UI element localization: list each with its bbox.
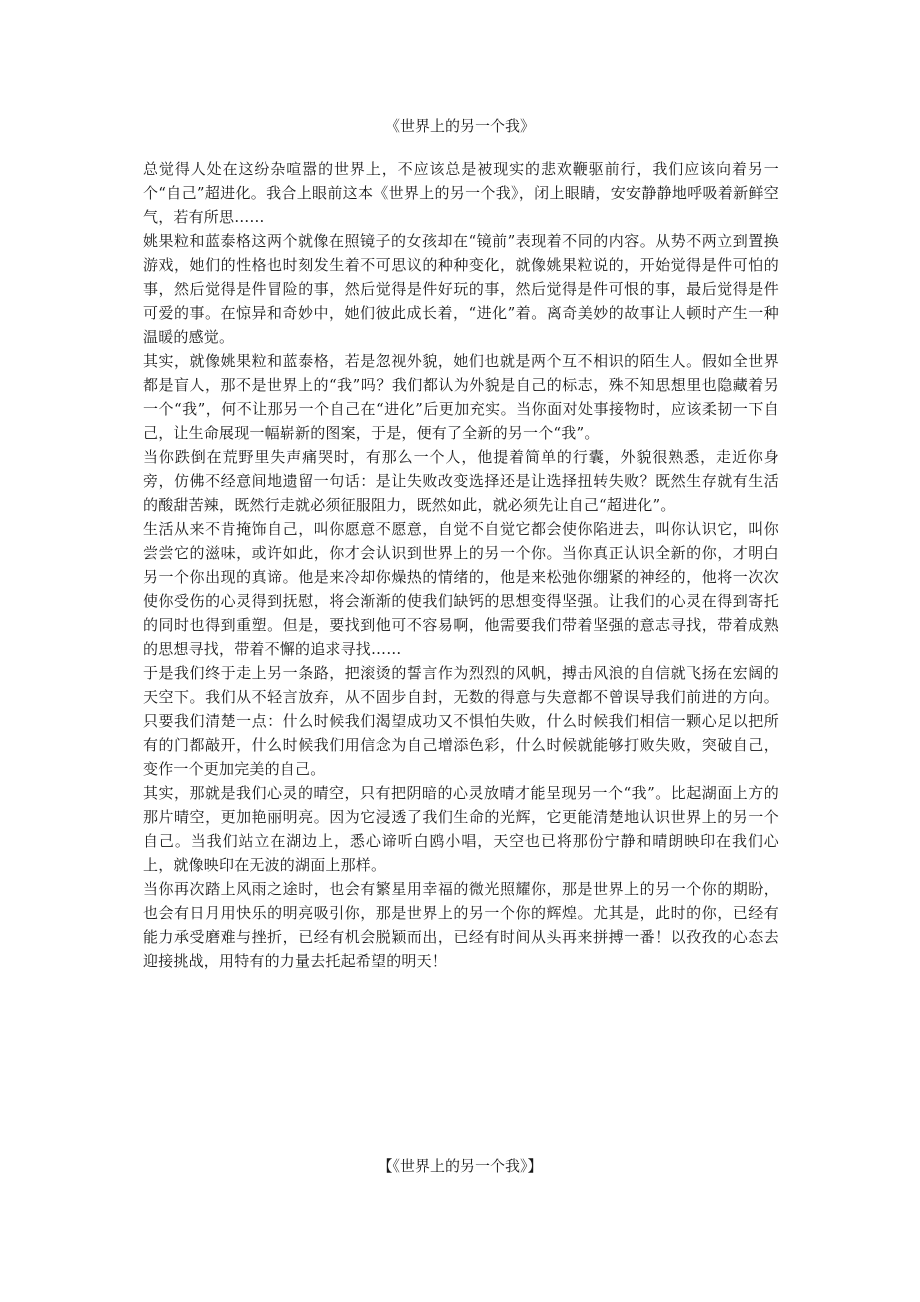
paragraph: 当你再次踏上风雨之途时，也会有繁星用幸福的微光照耀你，那是世界上的另一个你的期盼，也会有日月用快乐的明亮吸引你，那是世界上的另一个你的辉煌。尤其是，此时的你，已经有能力承受磨难与挫折，已经有机会脱颖而出，已经有时间从头再来拼搏一番！以孜孜的心态去迎接挑战，用特有的力量去托起希望的明天！ bbox=[143, 880, 779, 970]
paragraph: 其实，那就是我们心灵的晴空，只有把阴暗的心灵放晴才能呈现另一个“我”。比起湖面上方的那片晴空，更加艳丽明亮。因为它浸透了我们生命的光辉，它更能清楚地认识世界上的另一个自己。当我们站立在湖边上，悉心谛听白鸥小唱，天空也已将那份宁静和晴朗映印在我们心上，就像映印在无波的湖面上那样。 bbox=[143, 784, 779, 874]
document-body bbox=[143, 157, 779, 973]
paragraph: 生活从来不肯掩饰自己，叫你愿意不愿意，自觉不自觉它都会使你陷进去，叫你认识它，叫你尝尝它的滋味，或许如此，你才会认识到世界上的另一个你。当你真正认识全新的你，才明白另一个你出现的真谛。他是来冷却你燥热的情绪的，他是来松弛你绷紧的神经的，他将一次次使你受伤的心灵得到抚慰，将会渐渐的使我们缺钙的思想变得坚强。让我们的心灵在得到寄托的同时也得到重塑。但是，要找到他可不容易啊，他需要我们带着坚强的意志寻找，带着成熟的思想寻找，带着不懈的追求寻找…… bbox=[143, 520, 779, 658]
document-title: 《世界上的另一个我》 bbox=[384, 117, 535, 135]
paragraph: 姚果粒和蓝泰格这两个就像在照镜子的女孩却在“镜前”表现着不同的内容。从势不两立到置换游戏，她们的性格也时刻发生着不可思议的种种变化，就像姚果粒说的，开始觉得是件可怕的事，然后觉得是件冒险的事，然后觉得是件好玩的事，然后觉得是件可恨的事，最后觉得是件可爱的事。在惊异和奇妙中，她们彼此成长着，“进化”着。离奇美妙的故事让人顿时产生一种温暖的感觉。 bbox=[143, 232, 779, 346]
document-footer-title: 【《世界上的另一个我》】 bbox=[377, 1157, 543, 1175]
paragraph: 于是我们终于走上另一条路，把滚烫的誓言作为烈烈的风帆，搏击风浪的自信就飞扬在宏阔的天空下。我们从不轻言放弃，从不固步自封，无数的得意与失意都不曾误导我们前进的方向。只要我们清楚一点：什么时候我们渴望成功又不惧怕失败，什么时候我们相信一颗心足以把所有的门都敲开，什么时候我们用信念为自己增添色彩，什么时候就能够打败失败，突破自己，变作一个更加完美的自己。 bbox=[143, 664, 779, 778]
paragraph: 其实，就像姚果粒和蓝泰格，若是忽视外貌，她们也就是两个互不相识的陌生人。假如全世界都是盲人，那不是世界上的“我”吗？我们都认为外貌是自己的标志，殊不知思想里也隐藏着另一个“我”，何不让那另一个自己在“进化”后更加充实。当你面对处事接物时，应该柔韧一下自己，让生命展现一幅崭新的图案，于是，便有了全新的另一个“我”。 bbox=[143, 352, 779, 442]
paragraph: 总觉得人处在这纷杂喧嚣的世界上，不应该总是被现实的悲欢鞭驱前行，我们应该向着另一个“自己”超进化。我合上眼前这本《世界上的另一个我》，闭上眼睛，安安静静地呼吸着新鲜空气，若有所思…… bbox=[143, 160, 779, 226]
paragraph: 当你跌倒在荒野里失声痛哭时，有那么一个人，他提着简单的行囊，外貌很熟悉，走近你身旁，仿佛不经意间地遗留一句话：是让失败改变选择还是让选择扭转失败？既然生存就有生活的酸甜苦辣，既然行走就必须征服阻力，既然如此，就必须先让自己“超进化”。 bbox=[143, 448, 779, 514]
